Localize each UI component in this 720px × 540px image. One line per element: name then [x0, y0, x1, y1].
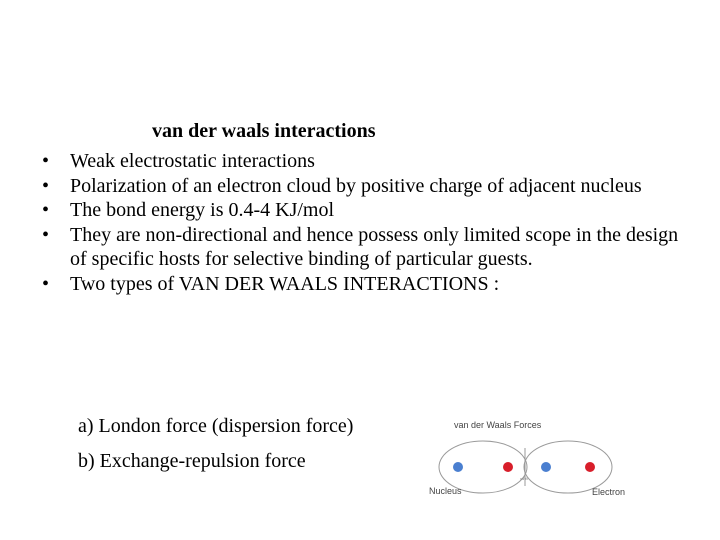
electron-label: Electron [592, 487, 626, 497]
sub-item-exchange-repulsion: b) Exchange-repulsion force [78, 450, 306, 472]
bullet-item: • Weak electrostatic interactions [40, 149, 690, 174]
left-nucleus [453, 462, 463, 472]
bullet-item: • The bond energy is 0.4-4 KJ/mol [40, 198, 690, 223]
right-electron [585, 462, 595, 472]
bullet-item: • Two types of VAN DER WAALS INTERACTIONS : [40, 272, 690, 297]
nucleus-label: Nucleus [429, 486, 462, 496]
van-der-waals-diagram [420, 414, 640, 504]
bullet-item: • Polarization of an electron cloud by positive charge of adjacent nucleus [40, 174, 690, 199]
bullet-item: • They are non-directional and hence possess only limited scope in the design of specific hosts for selective binding of particular guests. [40, 223, 690, 272]
bullet-list [40, 149, 690, 296]
right-electron-cloud [524, 441, 612, 493]
left-electron [503, 462, 513, 472]
right-nucleus [541, 462, 551, 472]
diagram-title: van der Waals Forces [454, 420, 542, 430]
bond-label: vdW [520, 476, 528, 481]
sub-item-london-force: a) London force (dispersion force) [78, 415, 354, 437]
slide-heading: van der waals interactions [152, 120, 376, 142]
